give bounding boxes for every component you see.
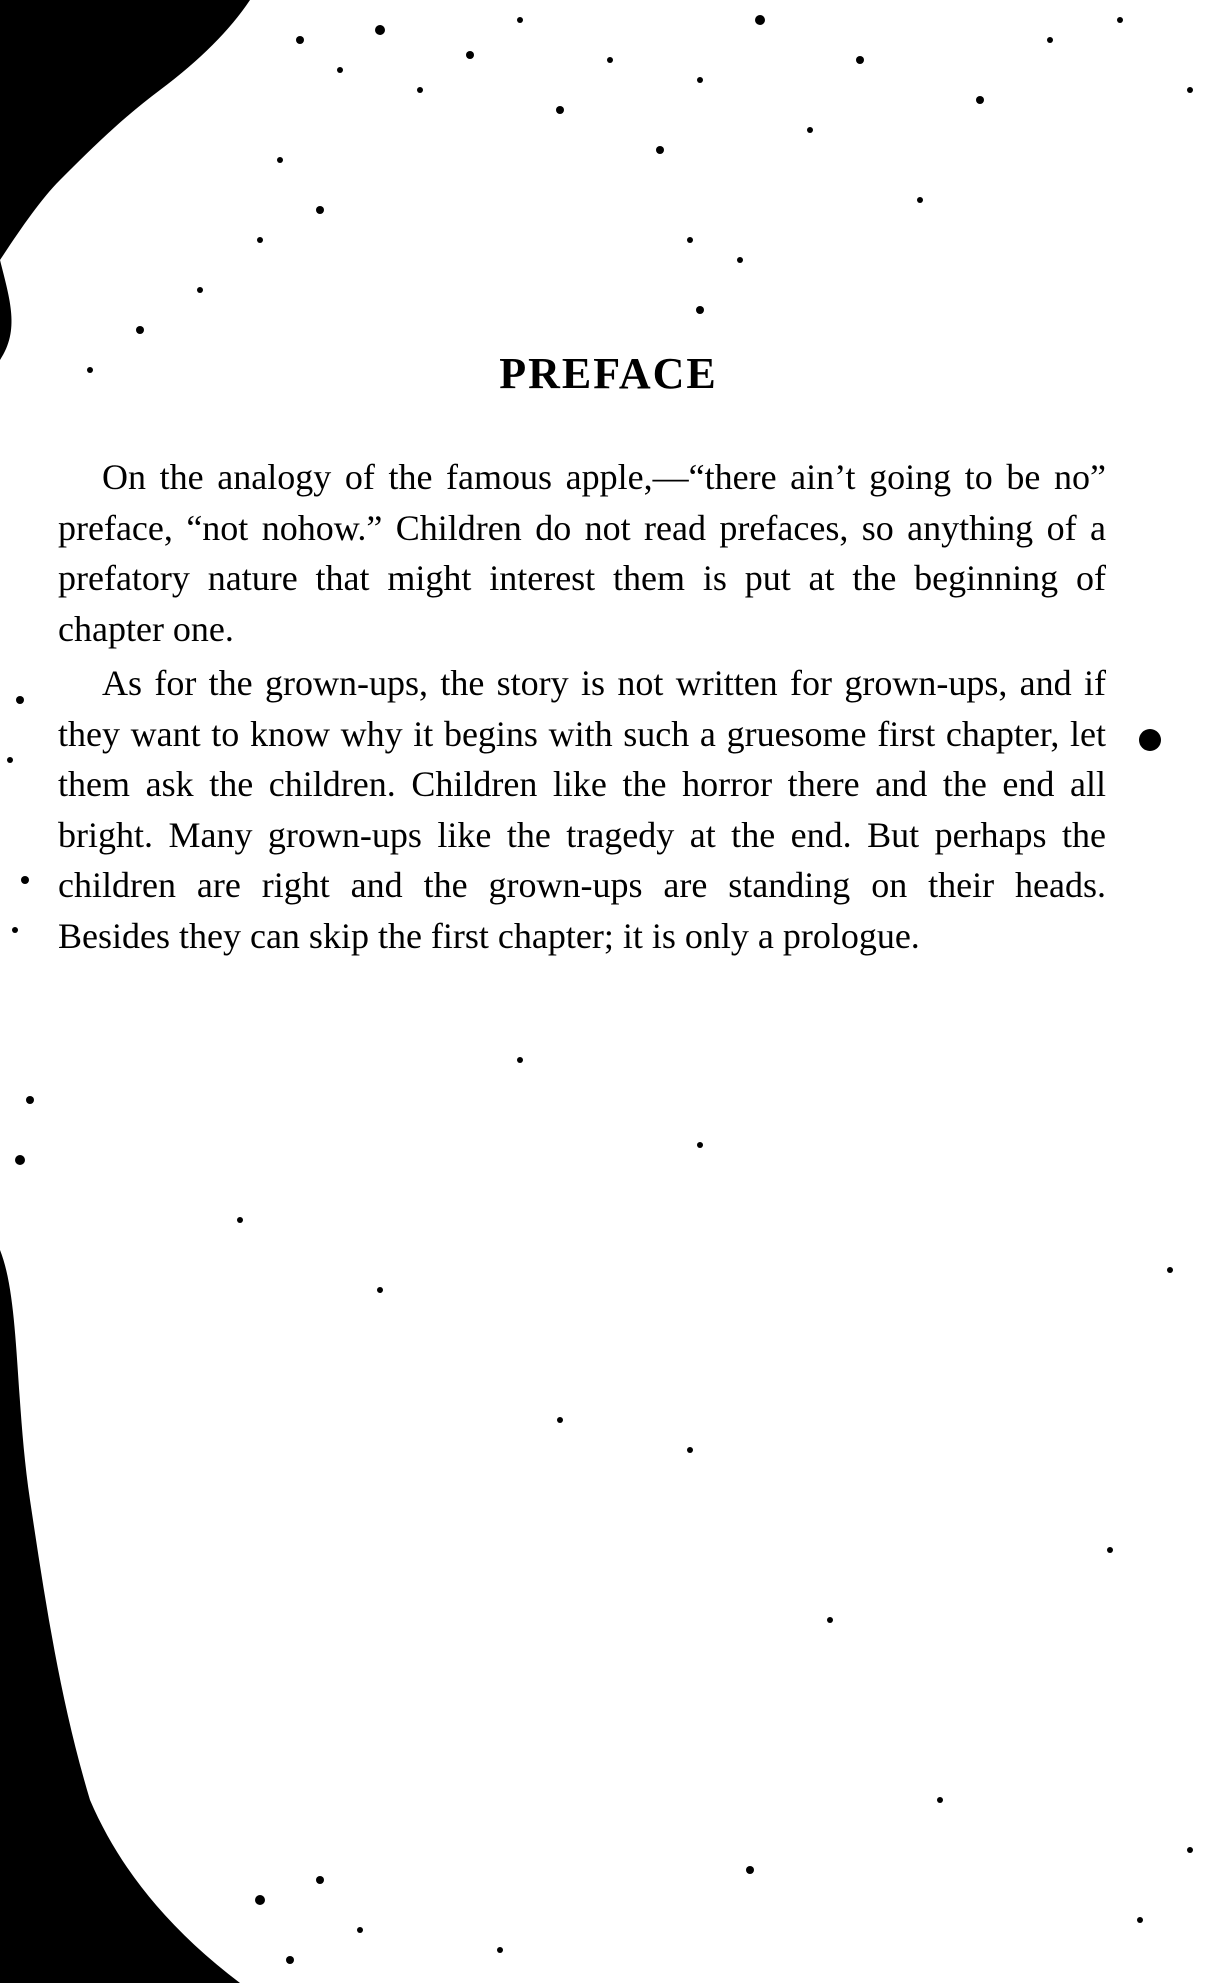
paragraph-2: As for the grown-ups, the story is not written for grown-ups, and if they want to know why it begins with such a gruesome first chapter, let them ask the children. Children like the horror there and the end all bright. Many grown-ups like the tragedy at the end. But perhaps the children are right and the grown-ups are standing on their heads. Besides they can skip the first chapter; it is only a prologue. [58,663,1106,956]
page-title: PREFACE [499,349,718,398]
paragraph-1: On the analogy of the famous apple,—“there ain’t going to be no” preface, “not nohow.” Children do not read prefaces, so anything of a prefatory nature that might interest them is put at the beginning of chapter one. [58,457,1106,649]
preface-body [58,452,1106,961]
